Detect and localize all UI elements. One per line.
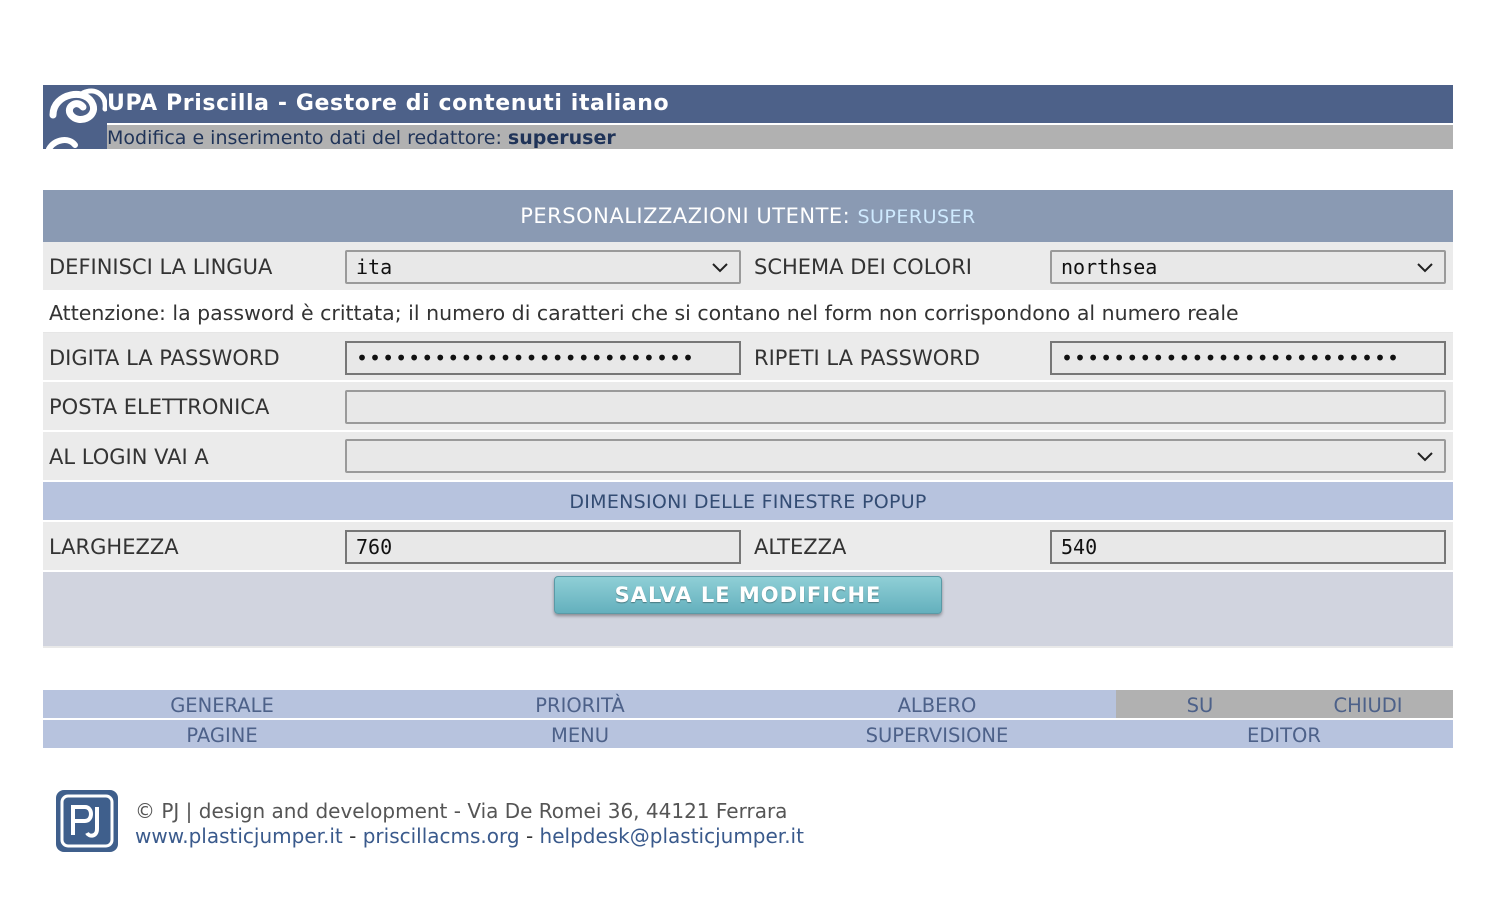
pj-logo-icon: [55, 789, 119, 853]
subtitle-prefix: Modifica e inserimento dati del redattore:: [107, 127, 502, 149]
footer-separator: -: [519, 824, 540, 848]
form-title-text: PERSONALIZZAZIONI UTENTE:: [520, 204, 851, 228]
email-row: [43, 382, 1453, 432]
footer-separator: -: [342, 824, 363, 848]
nav-link-priorita[interactable]: PRIORITÀ: [535, 694, 625, 717]
subtitle-username: superuser: [507, 127, 616, 149]
password-warning: Attenzione: la password è crittata; il numero di caratteri che si contano nel form non corrispondono al numero reale: [49, 301, 1239, 325]
form-title: [43, 190, 1453, 242]
nav-link-albero[interactable]: ALBERO: [897, 694, 977, 717]
footer: [43, 788, 1453, 858]
bottom-navigation: [43, 690, 1453, 750]
login-redirect-select[interactable]: [345, 439, 1446, 473]
color-scheme-label: SCHEMA DEI COLORI: [754, 255, 972, 279]
password-warning-row: [43, 292, 1453, 333]
language-value: ita: [356, 255, 393, 279]
form-title-user: SUPERUSER: [857, 206, 976, 228]
nav-link-chiudi[interactable]: CHIUDI: [1333, 694, 1403, 717]
popup-size-section-title: DIMENSIONI DELLE FINESTRE POPUP: [43, 482, 1453, 522]
priscilla-logo: [43, 85, 107, 149]
height-field[interactable]: 540: [1050, 530, 1446, 564]
footer-link-priscillacms[interactable]: priscillacms.org: [362, 824, 520, 848]
nav-link-editor[interactable]: EDITOR: [1247, 724, 1321, 747]
chevron-down-icon: [1416, 447, 1434, 465]
password-label: DIGITA LA PASSWORD: [49, 346, 280, 370]
save-button[interactable]: SALVA LE MODIFICHE: [554, 576, 942, 614]
color-scheme-value: northsea: [1061, 255, 1158, 279]
width-label: LARGHEZZA: [49, 535, 179, 559]
width-field[interactable]: 760: [345, 530, 741, 564]
password-row: [43, 333, 1453, 382]
color-scheme-select[interactable]: [1050, 250, 1446, 284]
nav-row-1: [43, 690, 1453, 720]
repeat-password-label: RIPETI LA PASSWORD: [754, 346, 981, 370]
login-redirect-row: [43, 432, 1453, 482]
nav-link-supervisione[interactable]: SUPERVISIONE: [865, 724, 1009, 747]
editor-subtitle: [107, 125, 1453, 149]
save-row: [43, 572, 1453, 648]
popup-size-row: [43, 522, 1453, 572]
repeat-password-field[interactable]: ••••••••••••••••••••••••••: [1050, 341, 1446, 375]
language-row: [43, 242, 1453, 292]
footer-links: [135, 824, 804, 848]
chevron-down-icon: [711, 258, 729, 276]
nav-link-menu[interactable]: MENU: [550, 724, 610, 747]
nav-link-pagine[interactable]: PAGINE: [186, 724, 258, 747]
height-label: ALTEZZA: [754, 535, 847, 559]
email-field[interactable]: [345, 390, 1446, 424]
nav-link-su[interactable]: SU: [1186, 694, 1214, 717]
login-redirect-label: AL LOGIN VAI A: [49, 445, 209, 469]
nav-link-generale[interactable]: GENERALE: [170, 694, 274, 717]
password-field[interactable]: ••••••••••••••••••••••••••: [345, 341, 741, 375]
email-label: POSTA ELETTRONICA: [49, 395, 270, 419]
footer-link-helpdesk[interactable]: helpdesk@plasticjumper.it: [539, 824, 804, 848]
language-select[interactable]: [345, 250, 741, 284]
language-label: DEFINISCI LA LINGUA: [49, 255, 273, 279]
footer-credits: © PJ | design and development - Via De Romei 36, 44121 Ferrara: [135, 799, 788, 823]
footer-link-plasticjumper[interactable]: www.plasticjumper.it: [135, 824, 343, 848]
chevron-down-icon: [1416, 258, 1434, 276]
app-header: [43, 85, 1453, 151]
nav-row-2: [43, 720, 1453, 750]
app-title: UPA Priscilla - Gestore di contenuti italiano: [107, 85, 1453, 123]
user-settings-form: [43, 190, 1453, 648]
